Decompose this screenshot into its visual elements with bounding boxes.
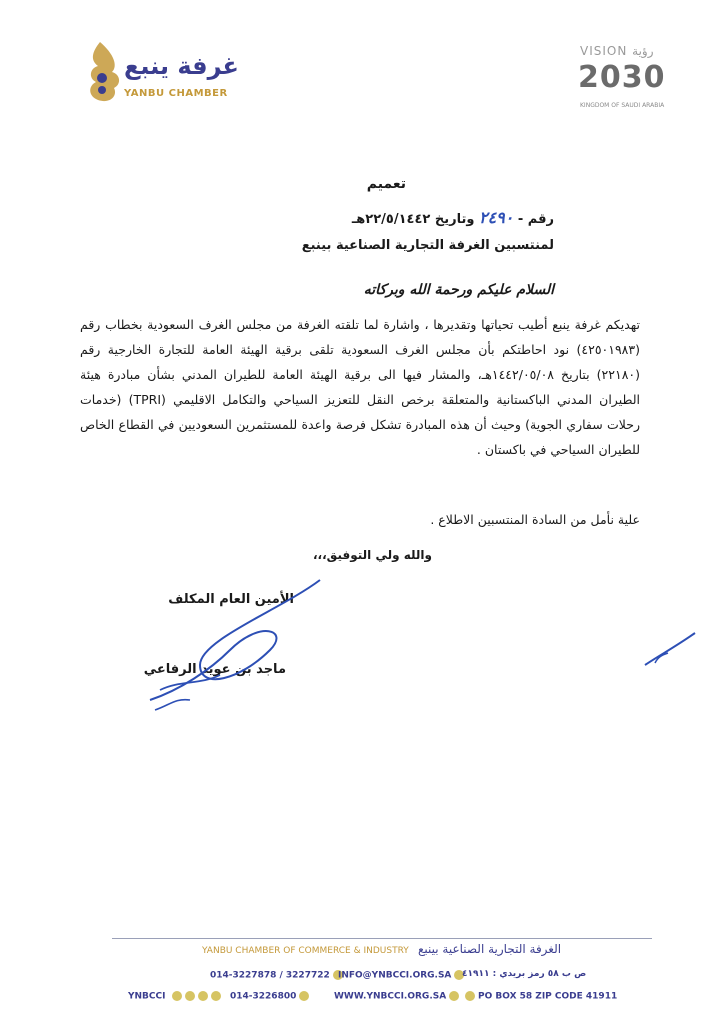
mailbox-icon (465, 991, 475, 1001)
phone-secondary-text: 014-3226800 (230, 991, 297, 1002)
signatory-name: ماجد بن عويد الرفاعي (143, 662, 286, 677)
signatory-title: الأمين العام المكلف (168, 592, 294, 607)
ref-date-prefix: وتاريخ (434, 212, 475, 227)
pobox-ar-text: ص ب ٥٨ رمز بريدي : ٤١٩١١ (462, 969, 587, 979)
footer-chamber-ar: الغرفة التجارية الصناعية بينبع (418, 942, 562, 956)
footer-pobox-en (462, 991, 617, 1002)
footer-social (128, 991, 221, 1002)
footer-chamber-en: YANBU CHAMBER OF COMMERCE & INDUSTRY (202, 946, 409, 956)
instagram-icon[interactable] (198, 991, 208, 1001)
recipient-line: لمنتسبين الغرفة التجارية الصناعية بينبع (301, 238, 554, 253)
closing-line: علية نأمل من السادة المنتسبين الاطلاع . (430, 512, 640, 527)
website-text[interactable]: WWW.YNBCCI.ORG.SA (334, 991, 447, 1002)
phone-primary-text: 014-3227878 / 3227722 (210, 970, 330, 981)
social-handle: YNBCCI (128, 991, 166, 1002)
youtube-icon[interactable] (211, 991, 221, 1001)
ref-date: ٢٢/٥/١٤٤٢هـ (351, 212, 431, 227)
circular-title: تعميم (366, 176, 406, 192)
twitter-icon[interactable] (185, 991, 195, 1001)
greeting: السلام عليكم ورحمة الله وبركاته (363, 282, 554, 298)
ref-number: ٢٤٩٠ (478, 208, 514, 227)
footer-website[interactable] (334, 991, 462, 1002)
facebook-icon[interactable] (172, 991, 182, 1001)
handwritten-mark-icon (640, 625, 700, 675)
globe-icon (449, 991, 459, 1001)
body-paragraph: تهديكم غرفة ينبع أطيب تحياتها وتقديرها ، واشارة لما تلقته الغرفة من مجلس الغرف السعودية بخطاب رقم (٤٢٥٠١٩٨٣) نود احاطتكم بأن مجلس الغرف السعودية تلقى برقية الهيئة العامة للتجارة الخارجية رقم (٢٢١٨٠) بتاريخ ١٤٤٢/٠٥/٠٨هـ، والمشار فيها الى برقية الهيئة العامة للطيران المدني بشأن مبادرة هيئة الطيران المدني الباكستانية والمتعلقة برخص النقل للتعزيز السياحي والتكامل الاقليمي (TPRI) (خدمات رحلات سفاري الجوية) وحيث أن هذه المبادرة تشكل فرصة واعدة للمستثمرين السعوديين في القطاع الخاص للطيران السياحي في باكستان . (80, 317, 641, 457)
closing-wish: والله ولي التوفيق،،، (312, 548, 432, 562)
vision-year: 2030 (578, 60, 666, 95)
footer-phone-secondary (230, 991, 312, 1002)
chamber-name-ar: غرفة ينبع (124, 52, 239, 80)
email-text[interactable]: INFO@YNBCCI.ORG.SA (338, 970, 452, 981)
chamber-name-en: YANBU CHAMBER (124, 88, 228, 99)
fax-icon (299, 991, 309, 1001)
reference-line: رقم - ٢٤٩٠ وتاريخ ٢٢/٥/١٤٤٢هـ (351, 208, 554, 227)
footer-email[interactable] (338, 970, 467, 981)
signature-icon (140, 570, 340, 720)
footer-phone-primary (210, 970, 346, 981)
vision-label: VISION رؤية (580, 44, 654, 58)
pobox-en-text: PO BOX 58 ZIP CODE 41911 (478, 991, 618, 1002)
vision-kingdom: KINGDOM OF SAUDI ARABIA (580, 102, 665, 109)
ref-prefix: رقم (527, 212, 554, 227)
footer-pobox-ar (462, 969, 586, 979)
footer-divider (112, 938, 652, 939)
